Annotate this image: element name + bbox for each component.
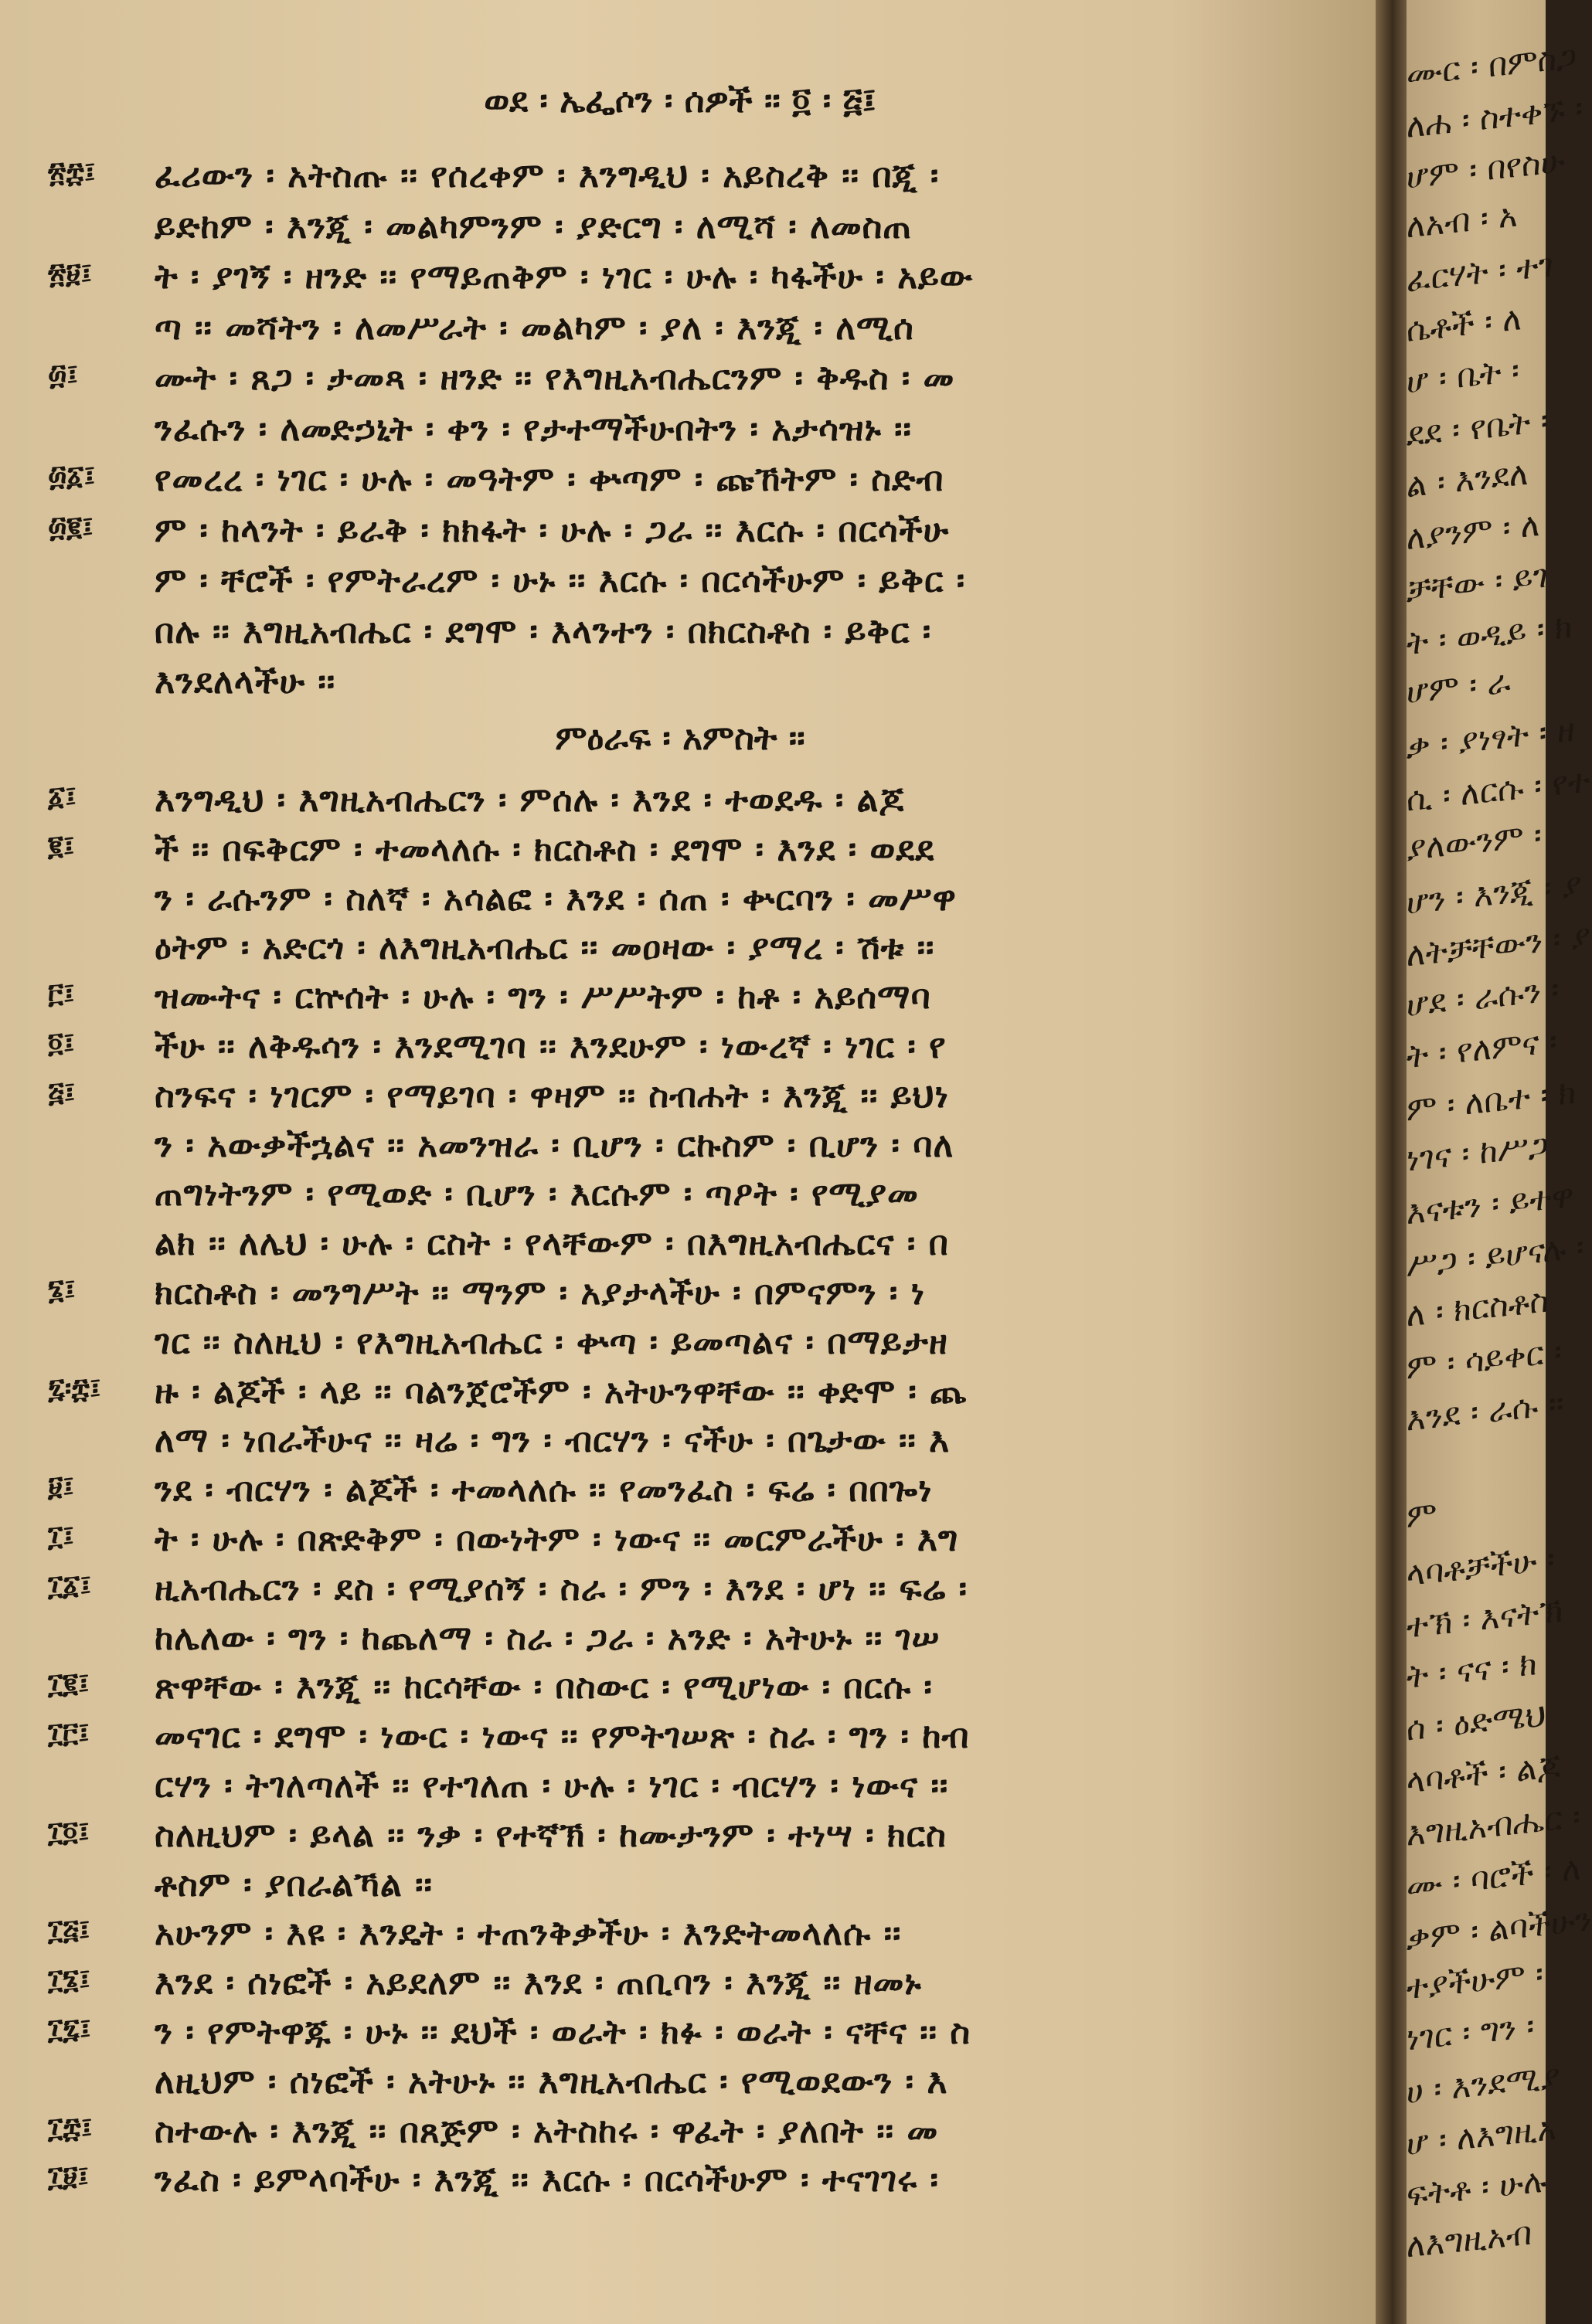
adjacent-page-fragment: ሆ ፡ ለእግዚአ [1407, 2108, 1557, 2163]
line-text: ለማ ፡ ነበራችሁና ፡፡ ዛሬ ፡ ግን ፡ ብርሃን ፡ ናችሁ ፡ በጌታው ፡፡ እ [155, 1421, 951, 1461]
verse-number: ፮፤ [48, 1273, 76, 1306]
adjacent-page-fragment: ለእግዚአብ [1407, 2214, 1532, 2265]
text-line [0, 1470, 1360, 1518]
verse-number: ፩፤ [48, 780, 77, 813]
line-text: ገር ፡፡ ስለዚህ ፡ የእግዚአብሔር ፡ ቍጣ ፡ ይመጣልና ፡ በማይታዘ [155, 1322, 948, 1362]
line-text: ንደ ፡ ብርሃን ፡ ልጆች ፡ ተመላለሱ ፡፡ የመንፈስ ፡ ፍሬ ፡ በበጐነ [155, 1470, 933, 1510]
text-line [0, 780, 1360, 828]
adjacent-page-fragment: ሀ ፡ እንደሚያ [1407, 2057, 1560, 2112]
line-text: ንፈሱን ፡ ለመድኃኒት ፡ ቀን ፡ የታተማችሁበትን ፡ አታሳዝኑ ፡፡ [155, 409, 912, 449]
line-text: ስለዚህም ፡ ይላል ፡፡ ንቃ ፡ የተኛኽ ፡ ከሙታንም ፡ ተነሣ ፡ ክርስ [155, 1815, 947, 1855]
adjacent-page-fragment: ት ፡ ወዲይ ፡ ክ [1407, 606, 1573, 663]
line-text: ች ፡፡ በፍቅርም ፡ ተመላለሱ ፡ ክርስቶስ ፡ ደግሞ ፡ እንደ ፡ ወደደ [155, 829, 935, 869]
text-line [0, 460, 1360, 508]
line-text: ሙት ፡ ጸጋ ፡ ታመጻ ፡ ዘንድ ፡፡ የእግዚአብሔርንም ፡ ቅዱስ ፡ መ [155, 358, 955, 398]
text-line [0, 156, 1360, 204]
text-line [0, 1273, 1360, 1321]
adjacent-page-fragment: ሙ ፡ ባሮች ፡ ለ [1407, 1849, 1581, 1905]
text-line [0, 1766, 1360, 1814]
adjacent-page-fragment: ፍትቶ ፡ ሁሉ [1407, 2161, 1547, 2214]
line-text: ጣ ፡፡ መሻትን ፡ ለመሥራት ፡ መልካም ፡ ያለ ፡ እንጂ ፡ ለሚሰ [155, 307, 914, 348]
text-line [0, 1421, 1360, 1469]
verse-number: ፲፰፤ [48, 2111, 93, 2144]
book-gutter [1376, 0, 1407, 2324]
text-line [0, 409, 1360, 457]
adjacent-page-fragment: ሥጋ ፡ ይሆናሉ ፡ [1407, 1227, 1584, 1285]
text-line [0, 1914, 1360, 1962]
verse-number: ፲፭፤ [48, 1914, 90, 1947]
verse-number: ፬፤ [48, 1027, 75, 1059]
text-line [0, 662, 1360, 710]
verse-number: ፯፡፰፤ [48, 1371, 101, 1405]
adjacent-page-fragment: ሴቶች ፡ ለ [1407, 299, 1522, 349]
verse-number: ፴፪፤ [48, 510, 94, 543]
text-line [0, 2013, 1360, 2061]
adjacent-page-fragment: ሆም ፡ ራ [1407, 661, 1511, 712]
adjacent-page-fragment: ተኽ ፡ እናትኽ [1407, 1591, 1563, 1646]
verse-number: ፴፩፤ [48, 460, 96, 492]
verse-number: ፲፫፤ [48, 1717, 90, 1750]
text-line [0, 1027, 1360, 1075]
line-text: ይድከም ፡ እንጂ ፡ መልካምንም ፡ ያድርግ ፡ ለሚሻ ፡ ለመስጠ [155, 206, 912, 246]
line-text: ዚአብሔርን ፡ ደስ ፡ የሚያሰኝ ፡ ስራ ፡ ምን ፡ እንደ ፡ ሆነ ፡፡ ፍሬ ፡ [155, 1568, 968, 1609]
text-line [0, 1126, 1360, 1174]
text-line [0, 358, 1360, 406]
line-text: ክርስቶስ ፡ መንግሥት ፡፡ ማንም ፡ አያታላችሁ ፡ በምናምን ፡ ነ [155, 1273, 926, 1313]
line-text: ት ፡ ሁሉ ፡ በጽድቅም ፡ በውነትም ፡ ነውና ፡፡ መርምራችሁ ፡ እግ [155, 1520, 959, 1559]
text-line [0, 511, 1360, 559]
text-line [0, 1323, 1360, 1371]
text-line [0, 2062, 1360, 2110]
text-line [0, 1224, 1360, 1272]
adjacent-page-edge [1407, 0, 1592, 2324]
line-text: ን ፡ አውቃችኋልና ፡፡ አመንዝራ ፡ ቢሆን ፡ ርኩስም ፡ ቢሆን ፡ ባለ [155, 1125, 954, 1165]
line-text: ን ፡ የምትዋጁ ፡ ሁኑ ፡፡ ደህች ፡ ወራት ፡ ክፉ ፡ ወራት ፡ ናቸና ፡፡ ስ [155, 2013, 971, 2052]
text-line [0, 1667, 1360, 1715]
text-line [0, 1865, 1360, 1913]
adjacent-page-fragment: ሆደ ፡ ራሱን ፡ [1407, 970, 1560, 1024]
verse-number: ፲፤ [48, 1520, 74, 1552]
line-text: መናገር ፡ ደግሞ ፡ ነውር ፡ ነውና ፡፡ የምትገሠጽ ፡ ስራ ፡ ግን ፡ ከብ [155, 1717, 970, 1757]
text-line [0, 612, 1360, 660]
adjacent-page-fragment: ሙር ፡ በምስጋ [1407, 37, 1577, 93]
line-text: ት ፡ ያገኝ ፡ ዘንድ ፡፡ የማይጠቅም ፡ ነገር ፡ ሁሉ ፡ ካፋችሁ ፡ አይው [155, 257, 974, 297]
text-line [0, 1619, 1360, 1667]
text-line [0, 1569, 1360, 1617]
adjacent-page-fragment: ተያችሁም ፡ [1407, 1954, 1543, 2007]
text-line [0, 308, 1360, 356]
line-text: እንግዲህ ፡ እግዚአብሔርን ፡ ምሰሉ ፡ እንደ ፡ ተወደዱ ፡ ልጆ [155, 780, 905, 820]
adjacent-page-fragment: ለያንም ፡ ለ [1407, 505, 1540, 558]
adjacent-page-fragment: ት ፡ ናና ፡ ክ [1407, 1644, 1537, 1696]
adjacent-page-fragment: ላባቶቻችሁ ፡ [1407, 1539, 1555, 1594]
text-line [0, 1372, 1360, 1420]
adjacent-page-fragment: ለሐ ፡ ስተቀኙ ፡ [1407, 89, 1583, 145]
line-text: ከሌለው ፡ ግን ፡ ከጨለማ ፡ ስራ ፡ ጋራ ፡ አንድ ፡ አትሁኑ ፡፡ ገሠ [155, 1618, 941, 1658]
text-line [0, 561, 1360, 609]
adjacent-page-fragment: ሲ ፡ ለርሱ ፡ የተ [1407, 761, 1590, 819]
adjacent-page-fragment: ሆን ፡ እንጂ ፡ ያ [1407, 865, 1582, 922]
text-line [0, 1174, 1360, 1222]
adjacent-page-fragment: ለትቻቸውን ፡ ያ [1407, 916, 1591, 974]
line-text: ልክ ፡፡ ለሌህ ፡ ሁሉ ፡ ርስት ፡ የላቸውም ፡ በእግዚአብሔርና ፡ በ [155, 1224, 949, 1264]
verse-number: ፴፤ [48, 358, 79, 391]
line-text: ጠግነትንም ፡ የሚወድ ፡ ቢሆን ፡ እርሱም ፡ ጣዖት ፡ የሚያመ [155, 1174, 919, 1215]
text-line [0, 2112, 1360, 2159]
adjacent-page-fragment: ቃም ፡ ልባችሁን [1407, 1900, 1592, 1958]
verse-number: ፳፱፤ [48, 257, 93, 290]
adjacent-page-fragment: ሰ ፡ ዕድሜህ [1407, 1695, 1546, 1748]
adjacent-page-fragment: ም ፡ ሳይቀር ፡ [1407, 1332, 1563, 1387]
adjacent-page-fragment: ሆ ፡ ቤት ፡ [1407, 351, 1519, 401]
section-heading: ምዕራፍ ፡ አምስት ፡፡ [555, 719, 805, 758]
adjacent-page-fragment: ፈርሃት ፡ ተገ [1407, 246, 1553, 299]
line-text: ቶስም ፡ ያበራልኻል ፡፡ [155, 1864, 433, 1904]
text-line [0, 1963, 1360, 2011]
line-text: የመረረ ፡ ነገር ፡ ሁሉ ፡ መዓትም ፡ ቍጣም ፡ ጩኸትም ፡ ስድብ [155, 460, 944, 499]
verse-number: ፳፰፤ [48, 156, 96, 189]
text-line [0, 1520, 1360, 1568]
verse-number: ፲፮፤ [48, 1963, 90, 1996]
text-line [0, 257, 1360, 305]
line-text: ጽዋቸው ፡ እንጂ ፡፡ ከርሳቸው ፡ በስውር ፡ የሚሆነው ፡ በርሱ ፡ [155, 1667, 933, 1707]
line-text: እንደለላችሁ ፡፡ [155, 662, 336, 702]
line-text: አሁንም ፡ እዩ ፡ እንዴት ፡ ተጠንቅቃችሁ ፡ እንድትመላለሱ ፡፡ [155, 1914, 902, 1954]
adjacent-page-fragment: እንደ ፡ ራሱ ፡፡ [1407, 1384, 1564, 1439]
adjacent-page-fragment: ነገር ፡ ግን ፡ [1407, 2006, 1535, 2058]
line-text: በሉ ፡፡ እግዚአብሔር ፡ ደግሞ ፡ እላንተን ፡ በክርስቶስ ፡ ይቅር ፡ [155, 611, 932, 651]
line-text: ም ፡ ቸሮች ፡ የምትራረም ፡ ሁኑ ፡፡ እርሱ ፡ በርሳችሁም ፡ ይቅር ፡ [155, 561, 966, 600]
line-text: ዕትም ፡ አድርጎ ፡ ለእግዚአብሔር ፡፡ መዐዛው ፡ ያማረ ፡ ሽቱ ፡፡ [155, 928, 935, 968]
adjacent-page-fragment: እናቱን ፡ ይተዋ [1407, 1176, 1574, 1232]
line-text: ዙ ፡ ልጆች ፡ ላይ ፡፡ ባልንጀሮችም ፡ አትሁንዋቸው ፡፡ ቀድሞ ፡ ጨ [155, 1371, 968, 1412]
adjacent-page-fragment: ለአብ ፡ አ [1407, 195, 1518, 246]
line-text: ዝሙትና ፡ ርኵሰት ፡ ሁሉ ፡ ግን ፡ ሥሥትም ፡ ከቶ ፡ አይሰማባ [155, 977, 931, 1018]
adjacent-page-fragment: ል ፡ እንደለ [1407, 454, 1529, 505]
line-text: ን ፡ ራሱንም ፡ ስለኛ ፡ አሳልፎ ፡ እንደ ፡ ሰጠ ፡ ቍርባን ፡ መሥዋ [155, 878, 957, 919]
adjacent-page-fragment: ም [1407, 1493, 1437, 1536]
adjacent-page-fragment: ላባቶች ፡ ልጆ [1407, 1746, 1561, 1801]
line-text: ስተውሉ ፡ እንጂ ፡፡ በጸጅም ፡ አትስከሩ ፡ ዋፈት ፡ ያለበት ፡፡ መ [155, 2111, 939, 2151]
verse-number: ፲፯፤ [48, 2013, 91, 2045]
line-text: ንፈስ ፡ ይምላባችሁ ፡ እንጂ ፡፡ እርሱ ፡ በርሳችሁም ፡ ተናገገሩ ፡ [155, 2160, 939, 2200]
line-text: እንደ ፡ ሰነፎች ፡ አይደለም ፡፡ እንደ ፡ ጠቢባን ፡ እንጂ ፡፡ ዘመኑ [155, 1963, 922, 2003]
text-line [0, 879, 1360, 927]
text-line [0, 1717, 1360, 1765]
line-text: ለዚህም ፡ ሰነፎች ፡ አትሁኑ ፡፡ እግዚአብሔር ፡ የሚወደውን ፡ እ [155, 2061, 948, 2101]
text-line [0, 928, 1360, 976]
adjacent-page-fragment: ያለውንም ፡ [1407, 815, 1542, 868]
line-text: ም ፡ ከላንት ፡ ይራቅ ፡ ክክፋት ፡ ሁሉ ፡ ጋራ ፡፡ እርሱ ፡ በርሳችሁ [155, 510, 950, 550]
verse-number: ፲፩፤ [48, 1568, 92, 1602]
adjacent-page-fragment: ደደ ፡ የቤት ፡ [1407, 401, 1549, 454]
adjacent-page-fragment: ሆም ፡ በየስሁ [1407, 141, 1565, 196]
adjacent-page-fragment: ት ፡ የለምና ፡ [1407, 1021, 1557, 1076]
verse-number: ፲፪፤ [48, 1667, 90, 1701]
adjacent-page-fragment: ቻቸው ፡ ይገ [1407, 556, 1548, 610]
verse-number: ፲፱፤ [48, 2160, 90, 2193]
text-line [0, 1076, 1360, 1124]
line-text: ስንፍና ፡ ነገርም ፡ የማይገባ ፡ ዋዛም ፡፡ ስብሐት ፡ እንጂ ፡፡ ይህነ [155, 1075, 949, 1116]
verse-number: ፲፬፤ [48, 1815, 90, 1848]
text-line [0, 2160, 1360, 2208]
text-line [0, 977, 1360, 1025]
adjacent-page-fragment: ም ፡ ለቤተ ፡ ክ [1407, 1072, 1577, 1129]
adjacent-page-fragment: ለ ፡ ክርስቶስ [1407, 1281, 1549, 1334]
line-text: ችሁ ፡፡ ለቅዱሳን ፡ እንደሚገባ ፡፡ እንደሁም ፡ ነውረኛ ፡ ነገር ፡ የ [155, 1027, 947, 1066]
running-head: ወደ ፡ ኤፌሶን ፡ ሰዎች ፡፡ ፬ ፡ ፭፤ [484, 81, 876, 121]
verse-number: ፪፤ [48, 829, 75, 862]
line-text: ፈሪውን ፡ አትስጡ ፡፡ የሰረቀም ፡ እንግዲህ ፡ አይስረቅ ፡፡ በጂ ፡ [155, 156, 940, 195]
text-line [0, 830, 1360, 878]
verse-number: ፫፤ [48, 977, 75, 1011]
verse-number: ፭፤ [48, 1075, 76, 1109]
adjacent-page-fragment: እግዚአብሔር ፡ [1407, 1797, 1580, 1853]
text-line [0, 1816, 1360, 1864]
adjacent-page-fragment: ቃ ፡ ያነፃት ፡ ዘ [1407, 710, 1575, 766]
text-line [0, 207, 1360, 255]
verse-number: ፱፤ [48, 1470, 74, 1503]
line-text: ርሃን ፡ ትገለጣለች ፡፡ የተገለጠ ፡ ሁሉ ፡ ነገር ፡ ብርሃን ፡ ነውና ፡፡ [155, 1766, 949, 1806]
adjacent-page-fragment: ነገና ፡ ከሥጋ [1407, 1126, 1549, 1179]
